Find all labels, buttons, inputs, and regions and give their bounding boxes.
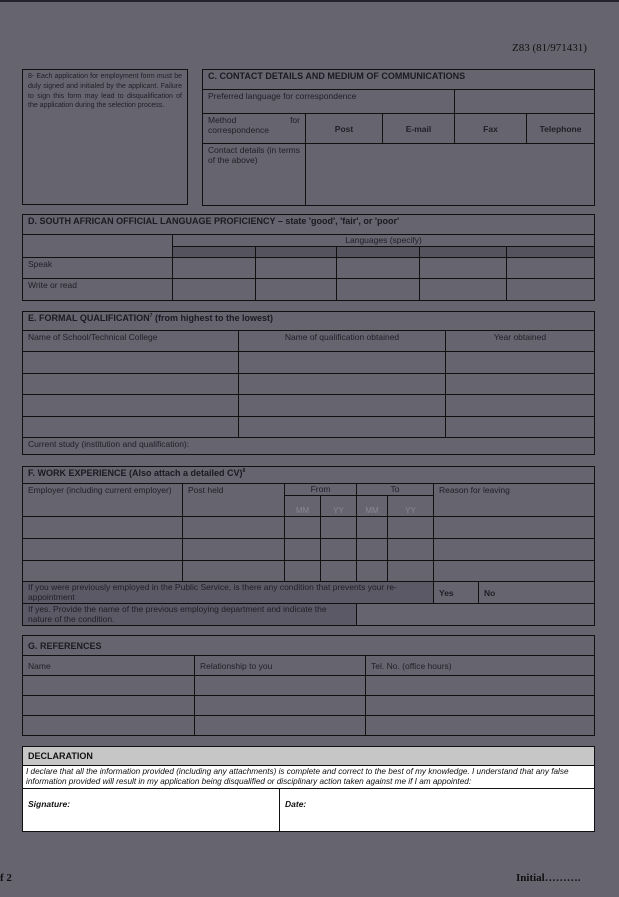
year-field[interactable] — [446, 417, 595, 438]
language-1-field[interactable] — [173, 247, 256, 258]
languages-label: Languages (specify) — [173, 235, 595, 247]
section-f-work-experience — [22, 466, 595, 626]
section-g-references — [22, 635, 595, 736]
qualification-field[interactable] — [239, 352, 446, 374]
year-field[interactable] — [446, 374, 595, 395]
write-read-field[interactable] — [256, 279, 337, 301]
school-field[interactable] — [23, 395, 239, 417]
post-column-header: Post held — [183, 484, 285, 517]
reference-tel-field[interactable] — [366, 716, 595, 736]
method-label: Method for correspondence — [203, 114, 306, 144]
to-yy-label: YY — [388, 496, 434, 517]
to-mm-field[interactable] — [357, 539, 388, 561]
section-e-title — [23, 312, 595, 331]
page-number-fragment: f 2 — [0, 872, 12, 884]
reappointment-question: If you were previously employed in the Public Service, is there any condition that prevents your re-appointment — [23, 582, 434, 604]
employer-field[interactable] — [23, 561, 183, 582]
reason-column-header: Reason for leaving — [434, 484, 595, 517]
footnote-7: 7 — [149, 313, 153, 319]
reference-relationship-header: Relationship to you — [195, 656, 366, 676]
section-d-language-proficiency — [22, 214, 595, 301]
note-8: 8- Each application for employment form must be duly signed and initialed by the applicant. Failure to sign this form may lead to disqualification of the application during the selection process. — [22, 69, 188, 205]
method-telephone[interactable]: Telephone — [527, 114, 595, 144]
year-field[interactable] — [446, 352, 595, 374]
qualification-column-header: Name of qualification obtained — [239, 331, 446, 352]
from-yy-field[interactable] — [321, 561, 357, 582]
preferred-language-label: Preferred language for correspondence — [203, 90, 455, 114]
declaration-title: DECLARATION — [23, 747, 595, 766]
reference-name-header: Name — [23, 656, 195, 676]
year-field[interactable] — [446, 395, 595, 417]
window-top-edge — [0, 0, 619, 2]
language-5-field[interactable] — [507, 247, 595, 258]
from-mm-field[interactable] — [285, 517, 321, 539]
preferred-language-field[interactable] — [455, 90, 595, 114]
speak-field[interactable] — [507, 258, 595, 279]
speak-field[interactable] — [420, 258, 507, 279]
language-2-field[interactable] — [256, 247, 337, 258]
from-column-header: From — [285, 484, 357, 496]
if-yes-label: If yes. Provide the name of the previous employing department and indicate the nature of the condition. — [23, 604, 357, 626]
contact-details-label: Contact details (in terms of the above) — [203, 144, 306, 206]
reference-tel-header: Tel. No. (office hours) — [366, 656, 595, 676]
reference-relationship-field[interactable] — [195, 696, 366, 716]
employer-field[interactable] — [23, 539, 183, 561]
to-column-header: To — [357, 484, 434, 496]
section-e-title-suffix: (from highest to the lowest) — [152, 313, 273, 323]
reference-tel-field[interactable] — [366, 696, 595, 716]
section-e-title-text: E. FORMAL QUALIFICATION — [28, 313, 150, 323]
current-study-field[interactable]: Current study (institution and qualification): — [23, 438, 595, 455]
write-read-field[interactable] — [173, 279, 256, 301]
section-g-title: G. REFERENCES — [23, 636, 595, 656]
section-e-formal-qualification — [22, 311, 595, 455]
initial-line: Initial………. — [516, 872, 581, 884]
qualification-field[interactable] — [239, 417, 446, 438]
to-yy-field[interactable] — [388, 561, 434, 582]
write-read-label: Write or read — [23, 279, 173, 301]
if-yes-field[interactable] — [357, 604, 595, 626]
to-mm-label: MM — [357, 496, 388, 517]
post-field[interactable] — [183, 517, 285, 539]
from-mm-field[interactable] — [285, 539, 321, 561]
section-c-title: C. CONTACT DETAILS AND MEDIUM OF COMMUNICATIONS — [203, 70, 595, 90]
yes-option[interactable]: Yes — [434, 582, 479, 604]
school-field[interactable] — [23, 374, 239, 395]
form-reference: Z83 (81/971431) — [512, 42, 587, 54]
from-yy-label: YY — [321, 496, 357, 517]
to-yy-field[interactable] — [388, 539, 434, 561]
speak-field[interactable] — [256, 258, 337, 279]
method-email[interactable]: E-mail — [383, 114, 455, 144]
write-read-field[interactable] — [337, 279, 420, 301]
school-field[interactable] — [23, 417, 239, 438]
reason-field[interactable] — [434, 517, 595, 539]
declaration-text: I declare that all the information provided (including any attachments) is complete and correct to the best of my knowledge. I understand that any false information provided will result in my application being disqualified or disciplinary action taken against me if I am appointed: — [23, 766, 595, 789]
section-c-contact-details — [202, 69, 595, 206]
section-f-title — [23, 467, 595, 484]
school-field[interactable] — [23, 352, 239, 374]
language-3-field[interactable] — [337, 247, 420, 258]
method-fax[interactable]: Fax — [455, 114, 527, 144]
speak-field[interactable] — [337, 258, 420, 279]
employer-field[interactable] — [23, 517, 183, 539]
from-yy-field[interactable] — [321, 517, 357, 539]
date-field[interactable]: Date: — [280, 789, 595, 832]
to-yy-field[interactable] — [388, 517, 434, 539]
write-read-field[interactable] — [420, 279, 507, 301]
reference-name-field[interactable] — [23, 716, 195, 736]
qualification-field[interactable] — [239, 395, 446, 417]
speak-field[interactable] — [173, 258, 256, 279]
section-f-title-text: F. WORK EXPERIENCE (Also attach a detailed CV) — [28, 468, 243, 478]
write-read-field[interactable] — [507, 279, 595, 301]
reference-relationship-field[interactable] — [195, 716, 366, 736]
to-mm-field[interactable] — [357, 517, 388, 539]
declaration-section — [22, 746, 595, 832]
speak-label: Speak — [23, 258, 173, 279]
employer-column-header: Employer (including current employer) — [23, 484, 183, 517]
language-4-field[interactable] — [420, 247, 507, 258]
qualification-field[interactable] — [239, 374, 446, 395]
from-yy-field[interactable] — [321, 539, 357, 561]
reason-field[interactable] — [434, 539, 595, 561]
contact-details-field[interactable] — [306, 144, 595, 206]
blank-corner — [23, 235, 173, 258]
no-option[interactable]: No — [479, 582, 595, 604]
school-column-header: Name of School/Technical College — [23, 331, 239, 352]
to-mm-field[interactable] — [357, 561, 388, 582]
reason-field[interactable] — [434, 561, 595, 582]
section-d-title: D. SOUTH AFRICAN OFFICIAL LANGUAGE PROFICIENCY – state 'good', 'fair', or 'poor' — [23, 215, 595, 235]
from-mm-field[interactable] — [285, 561, 321, 582]
reference-relationship-field[interactable] — [195, 676, 366, 696]
post-field[interactable] — [183, 539, 285, 561]
footnote-8: 8 — [242, 468, 246, 474]
post-field[interactable] — [183, 561, 285, 582]
signature-field[interactable]: Signature: — [23, 789, 280, 832]
reference-tel-field[interactable] — [366, 676, 595, 696]
method-post[interactable]: Post — [306, 114, 383, 144]
reference-name-field[interactable] — [23, 696, 195, 716]
reference-name-field[interactable] — [23, 676, 195, 696]
year-column-header: Year obtained — [446, 331, 595, 352]
from-mm-label: MM — [285, 496, 321, 517]
